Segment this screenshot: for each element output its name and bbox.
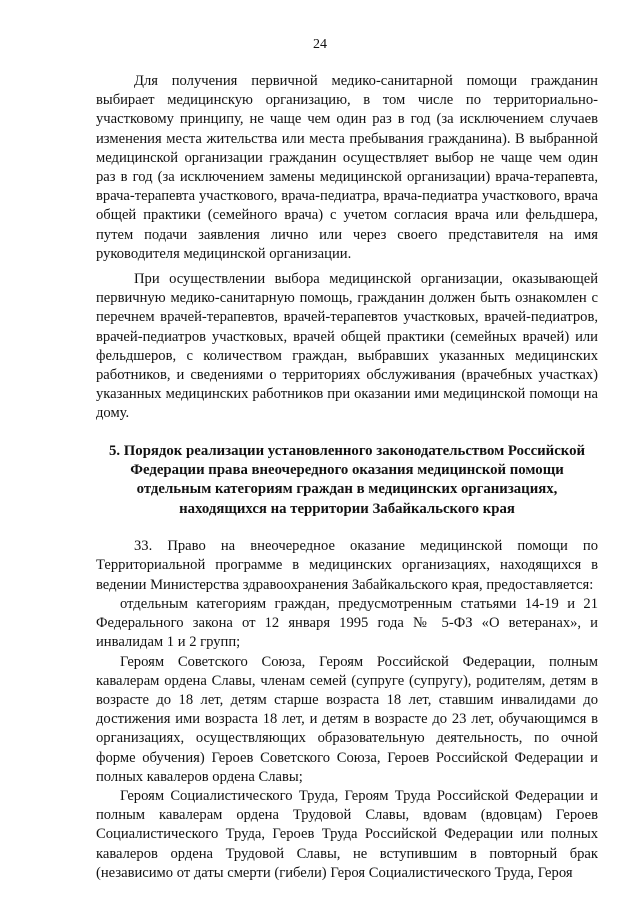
paragraph-item-33: 33. Право на внеочередное оказание медицинской помощи по Территориальной программе в медицинских организациях, находящихся в ведении Министерства здравоохранения Забайкальского края, предоставляется: [96, 538, 598, 593]
list-item: Героям Социалистического Труда, Героям Труда Российской Федерации и полным кавалерам ордена Трудовой Славы, вдовам (вдовцам) Героев Социалистического Труда, Героев Труда Российской Федерации или полных кавалеров ордена Трудовой Славы, не вступившим в повторный брак (независимо от даты смерти (гибели) Героя Социалистического Труда, Героя [96, 787, 598, 881]
paragraph-choice-information: При осуществлении выбора медицинской организации, оказывающей первичную медико-санитарную помощь, гражданин должен быть ознакомлен с перечнем врачей-терапевтов, врачей-терапевтов участковых, врачей-педиатров, врачей-педиатров участковых, врачей общей практики (семейных врачей) или фельдшеров, с количеством граждан, выбравших указанных медицинских работников, и сведениями о территориях обслуживания (врачебных участках) указанных медицинских работников при оказании ими медицинской помощи на дому. [96, 271, 598, 422]
list-item: отдельным категориям граждан, предусмотренным статьями 14-19 и 21 Федерального закона от 12 января 1995 года № 5-ФЗ «О ветеранах», и инвалидам 1 и 2 групп; [96, 595, 598, 651]
document-body [96, 72, 598, 883]
page-number: 24 [313, 37, 327, 52]
list-item: Героям Советского Союза, Героям Российской Федерации, полным кавалерам ордена Славы, членам семей (супруге (супругу), родителям, детям в возрасте до 18 лет, детям старше возраста 18 лет, ставшим инвалидами до достижения ими возраста 18 лет, и детям в возрасте до 23 лет, обучающимся в организациях, осуществляющих образовательную деятельность, по очной форме обучения) Героев Советского Союза, Героев Российской Федерации и полных кавалеров ордена Славы; [96, 653, 598, 785]
paragraph-choice-of-organization: Для получения первичной медико-санитарной помощи гражданин выбирает медицинскую организацию, в том числе по территориально-участковому принципу, не чаще чем один раз в год (за исключением случаев изменения места жительства или места пребывания гражданина). В выбранной медицинской организации гражданин осуществляет выбор не чаще чем один раз в год (за исключением замены медицинской организации) врача-терапевта, врача-терапевта участкового, врача-педиатра, врача-педиатра участкового, врача общей практики (семейного врача) с учетом согласия врача или фельдшера, путем подачи заявления лично или через своего представителя на имя руководителя медицинской организации. [96, 73, 598, 262]
section-heading: 5. Порядок реализации установленного законодательством Российской Федерации права внеочередного оказания медицинской помощи отдельным категориям граждан в медицинских организациях, находящихся на территории Забайкальского края [108, 442, 586, 517]
